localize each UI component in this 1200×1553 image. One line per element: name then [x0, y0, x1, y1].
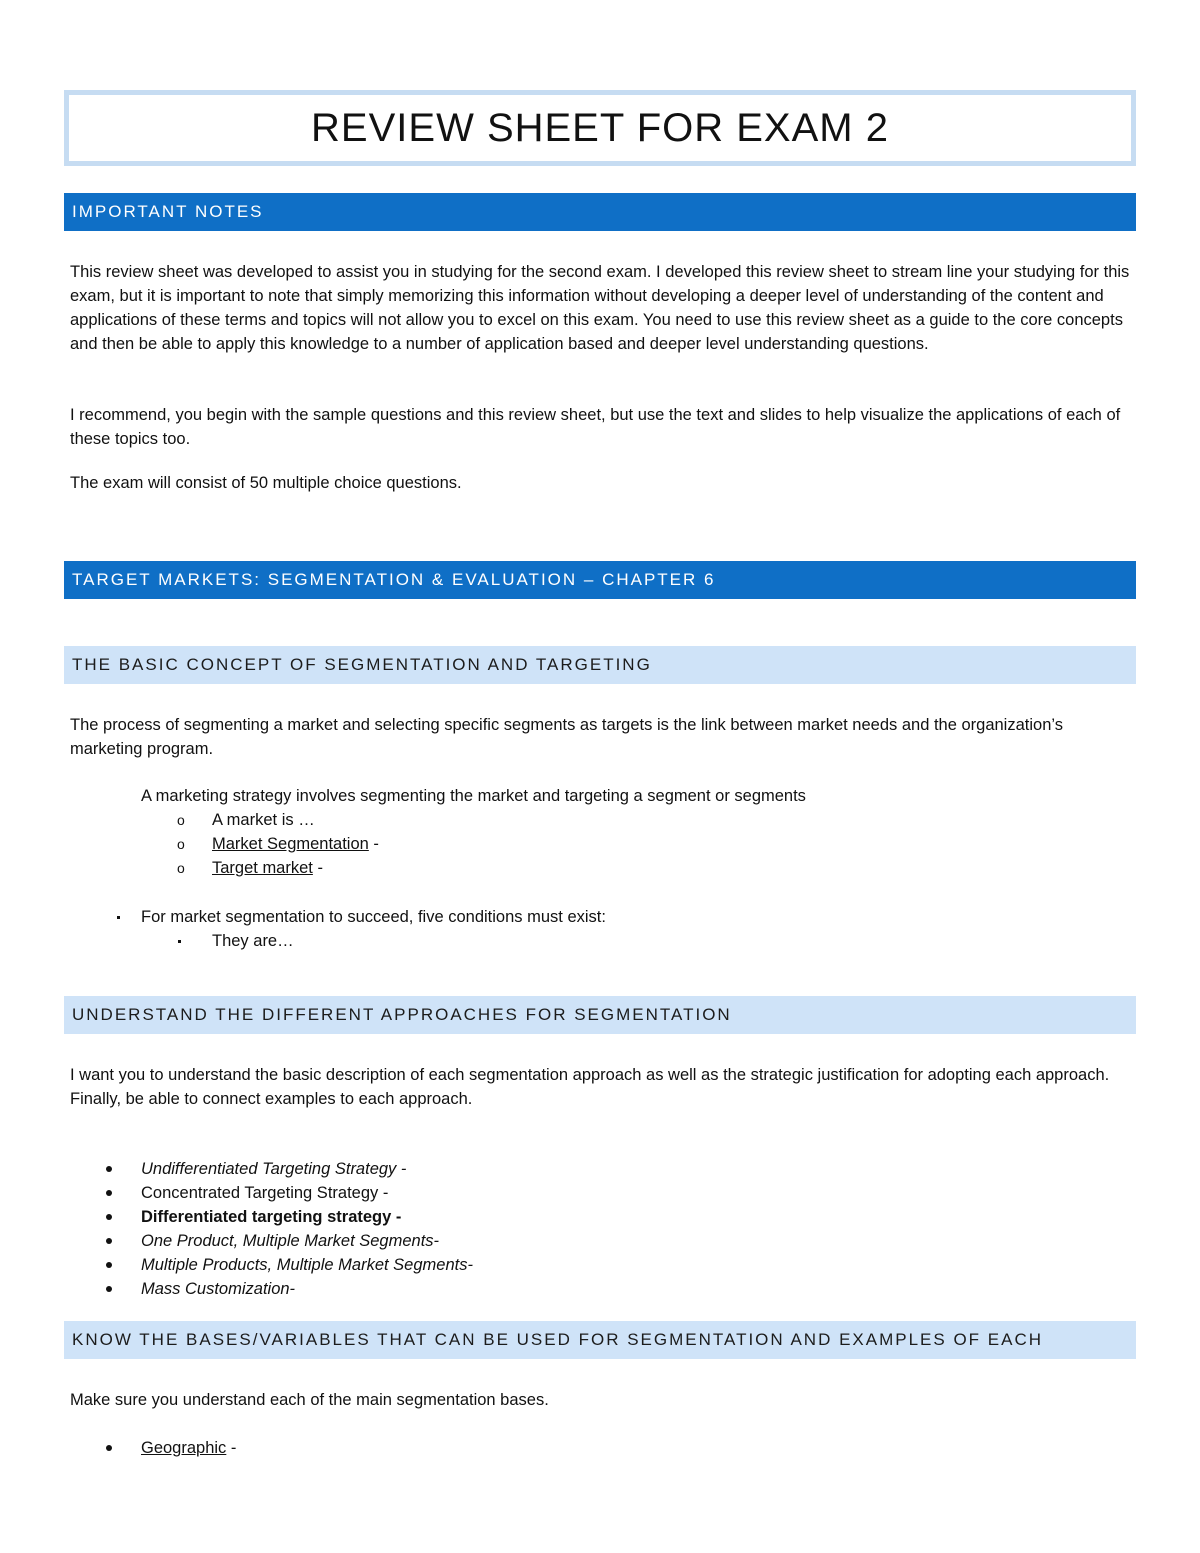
five-conditions-item: For market segmentation to succeed, five conditions must exist:: [141, 908, 606, 926]
page-title: REVIEW SHEET FOR EXAM 2: [311, 105, 889, 150]
circle-bullet-icon: o: [177, 860, 185, 876]
notes-paragraph-1: This review sheet was developed to assist you in studying for the second exam. I developed this review sheet to stream line your studying for this exam, but it is important to note that simply memorizing this information without developing a deeper level of understanding of the content and applications of these terms and topics will not allow you to excel on this exam. You need to use this review sheet as a guide to the core concepts and then be able to apply this knowledge to a number of application based and deeper level understanding questions.: [70, 263, 1130, 353]
bases-intro: Make sure you understand each of the main segmentation bases.: [70, 1391, 549, 1409]
they-are-item: They are…: [212, 932, 294, 950]
important-notes-heading: IMPORTANT NOTES: [64, 193, 1136, 231]
bullet-icon: [106, 1286, 112, 1292]
bullet-icon: [106, 1238, 112, 1244]
bullet-icon: [106, 1190, 112, 1196]
approach-undifferentiated: Undifferentiated Targeting Strategy -: [141, 1160, 407, 1178]
document-page: REVIEW SHEET FOR EXAM 2 IMPORTANT NOTES This review sheet was developed to assist you in studying for the second exam. I developed this review sheet to stream line your studying for this exam, but it is important to note that simply memorizing this information without developing a deeper level of understanding of the content and applications of these terms and topics will not allow you to excel on this exam. You need to use this review sheet as a guide to the core concepts and then be able to apply this knowledge to a number of application based and deeper level understanding questions. I recommend, you begin with the sample questions and this review sheet, but use the text and slides to help visualize the applications of each of these topics too. The exam will consist of 50 multiple choice questions. TARGET MARKETS: SEGMENTATION & EVALUATION – CHAPTER 6 THE BASIC CONCEPT OF SEGMENTATION AND TARGETING The process of segmenting a market and selecting specific segments as targets is the link between market needs and the organization’s marketing program. A marketing strategy involves segmenting the market and targeting a segment or segments o A market is … o Market Segmentation - o Target market - For market segmentation to succeed, five conditions must exist: They are… UNDERSTAND THE DIFFERENT APPROACHES FOR SEGMENTATION I want you to understand the basic description of each segmentation approach as well as the strategic justification for adopting each approach. Finally, be able to connect examples to each approach. Undifferentiated Targeting Strategy - Concentrated Targeting Strategy - Differentiated targeting strategy - One Product, Multiple Market Segments- Multiple Products, Multiple Market Segments- Mass Customization- KNOW THE BASES/VARIABLES THAT CAN BE USED FOR SEGMENTATION AND EXAMPLES OF EACH Make sure you understand each of the main segmentation bases. Geographic -: [0, 0, 1200, 1553]
bullet-icon: [106, 1445, 112, 1451]
square-bullet-icon: [117, 916, 120, 919]
approach-mass-customization: Mass Customization-: [141, 1280, 296, 1298]
chapter-6-heading: TARGET MARKETS: SEGMENTATION & EVALUATION – CHAPTER 6: [64, 561, 1136, 599]
circle-bullet-icon: o: [177, 836, 185, 852]
square-bullet-icon: [178, 940, 181, 943]
title-box: [64, 90, 1136, 166]
circle-bullet-icon: o: [177, 812, 185, 828]
approaches-intro: I want you to understand the basic description of each segmentation approach as well as the strategic justification for adopting each approach. Finally, be able to connect examples to each approach.: [70, 1066, 1110, 1108]
notes-paragraph-3: The exam will consist of 50 multiple choice questions.: [70, 474, 462, 492]
basic-concept-heading: THE BASIC CONCEPT OF SEGMENTATION AND TARGETING: [64, 646, 1136, 684]
sub-item-target-market: Target market -: [212, 859, 323, 877]
bullet-icon: [106, 1214, 112, 1220]
approach-one-product: One Product, Multiple Market Segments-: [141, 1232, 440, 1250]
base-geographic: Geographic -: [141, 1439, 237, 1457]
bullet-icon: [106, 1166, 112, 1172]
basic-concept-intro: The process of segmenting a market and selecting specific segments as targets is the link between market needs and the organization’s marketing program.: [70, 716, 1063, 758]
bullet-icon: [106, 1262, 112, 1268]
notes-paragraph-2: I recommend, you begin with the sample questions and this review sheet, but use the text and slides to help visualize the applications of each of these topics too.: [70, 406, 1121, 448]
sub-item-market: A market is …: [212, 811, 315, 829]
approaches-heading: UNDERSTAND THE DIFFERENT APPROACHES FOR SEGMENTATION: [64, 996, 1136, 1034]
approach-differentiated: Differentiated targeting strategy -: [141, 1208, 402, 1226]
sub-item-market-segmentation: Market Segmentation -: [212, 835, 379, 853]
bases-heading: KNOW THE BASES/VARIABLES THAT CAN BE USED FOR SEGMENTATION AND EXAMPLES OF EACH: [64, 1321, 1136, 1359]
approach-multiple-products: Multiple Products, Multiple Market Segments-: [141, 1256, 473, 1274]
approach-concentrated: Concentrated Targeting Strategy -: [141, 1184, 389, 1202]
